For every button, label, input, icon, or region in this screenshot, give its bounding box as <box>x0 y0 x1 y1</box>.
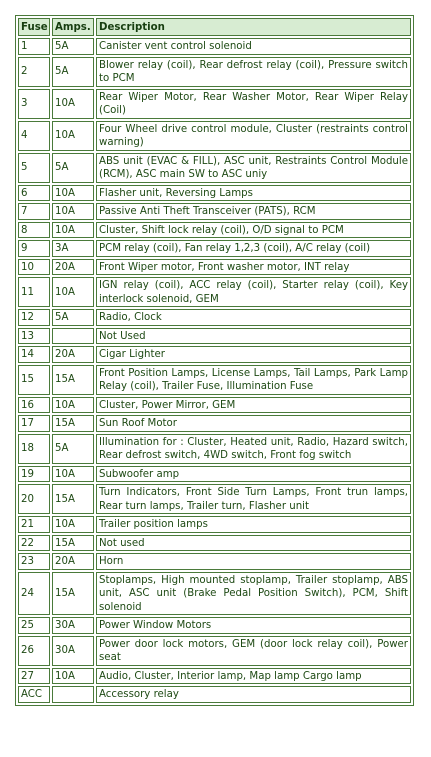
cell-amps: 3A <box>52 240 94 257</box>
cell-amps: 10A <box>52 89 94 119</box>
table-row <box>18 617 411 634</box>
table-row <box>18 121 411 151</box>
cell-amps: 20A <box>52 259 94 276</box>
cell-amps: 5A <box>52 153 94 183</box>
cell-amps: 10A <box>52 668 94 685</box>
table-row <box>18 397 411 414</box>
header-description: Description <box>96 18 411 36</box>
cell-amps: 10A <box>52 121 94 151</box>
table-row <box>18 185 411 202</box>
table-row <box>18 466 411 483</box>
cell-amps: 10A <box>52 466 94 483</box>
table-row <box>18 535 411 552</box>
table-row <box>18 686 411 703</box>
cell-fuse: 16 <box>18 397 50 414</box>
cell-fuse: 21 <box>18 516 50 533</box>
cell-description: Power Window Motors <box>96 617 411 634</box>
cell-description: Horn <box>96 553 411 570</box>
table-row <box>18 203 411 220</box>
cell-description: Front Wiper motor, Front washer motor, INT relay <box>96 259 411 276</box>
cell-description: Front Position Lamps, License Lamps, Tail Lamps, Park Lamp Relay (coil), Trailer Fuse, Illumination Fuse <box>96 365 411 395</box>
table-row <box>18 57 411 87</box>
cell-amps: 5A <box>52 434 94 464</box>
cell-description: Cluster, Shift lock relay (coil), O/D signal to PCM <box>96 222 411 239</box>
cell-description: Not Used <box>96 328 411 345</box>
cell-description: Cluster, Power Mirror, GEM <box>96 397 411 414</box>
cell-amps: 15A <box>52 365 94 395</box>
cell-fuse: 2 <box>18 57 50 87</box>
cell-amps: 10A <box>52 222 94 239</box>
cell-fuse: 4 <box>18 121 50 151</box>
cell-fuse: 5 <box>18 153 50 183</box>
cell-amps: 30A <box>52 636 94 666</box>
table-row <box>18 309 411 326</box>
cell-fuse: 7 <box>18 203 50 220</box>
cell-description: Illumination for : Cluster, Heated unit, Radio, Hazard switch, Rear defrost switch, 4WD switch, Front fog switch <box>96 434 411 464</box>
cell-amps: 20A <box>52 346 94 363</box>
cell-amps: 5A <box>52 38 94 55</box>
cell-amps: 10A <box>52 397 94 414</box>
cell-fuse: 6 <box>18 185 50 202</box>
table-row <box>18 346 411 363</box>
cell-amps: 10A <box>52 185 94 202</box>
cell-description: Sun Roof Motor <box>96 415 411 432</box>
cell-description: Flasher unit, Reversing Lamps <box>96 185 411 202</box>
cell-fuse: 14 <box>18 346 50 363</box>
cell-amps: 10A <box>52 516 94 533</box>
table-row <box>18 415 411 432</box>
cell-description: Radio, Clock <box>96 309 411 326</box>
table-row <box>18 516 411 533</box>
cell-fuse: 20 <box>18 484 50 514</box>
cell-amps <box>52 686 94 703</box>
table-row <box>18 89 411 119</box>
table-row <box>18 572 411 616</box>
cell-description: Cigar Lighter <box>96 346 411 363</box>
fuse-table-body <box>18 38 411 703</box>
cell-description: Turn Indicators, Front Side Turn Lamps, Front trun lamps, Rear turn lamps, Trailer turn, Flasher unit <box>96 484 411 514</box>
cell-amps: 10A <box>52 203 94 220</box>
cell-fuse: 8 <box>18 222 50 239</box>
cell-amps: 5A <box>52 309 94 326</box>
table-row <box>18 38 411 55</box>
fuse-table <box>15 15 414 706</box>
header-row <box>18 18 411 36</box>
cell-amps: 5A <box>52 57 94 87</box>
cell-description: Canister vent control solenoid <box>96 38 411 55</box>
header-amps: Amps. <box>52 18 94 36</box>
table-row <box>18 277 411 307</box>
cell-amps: 30A <box>52 617 94 634</box>
cell-amps: 15A <box>52 535 94 552</box>
cell-amps <box>52 328 94 345</box>
cell-fuse: ACC <box>18 686 50 703</box>
table-row <box>18 328 411 345</box>
cell-fuse: 19 <box>18 466 50 483</box>
cell-fuse: 3 <box>18 89 50 119</box>
table-row <box>18 484 411 514</box>
fuse-table-container <box>15 15 414 706</box>
cell-fuse: 15 <box>18 365 50 395</box>
cell-fuse: 26 <box>18 636 50 666</box>
cell-fuse: 9 <box>18 240 50 257</box>
cell-description: Power door lock motors, GEM (door lock relay coil), Power seat <box>96 636 411 666</box>
cell-description: Passive Anti Theft Transceiver (PATS), RCM <box>96 203 411 220</box>
cell-fuse: 22 <box>18 535 50 552</box>
cell-description: Stoplamps, High mounted stoplamp, Trailer stoplamp, ABS unit, ASC unit (Brake Pedal Position Switch), PCM, Shift solenoid <box>96 572 411 616</box>
table-row <box>18 668 411 685</box>
table-row <box>18 153 411 183</box>
header-fuse: Fuse <box>18 18 50 36</box>
cell-description: Audio, Cluster, Interior lamp, Map lamp Cargo lamp <box>96 668 411 685</box>
cell-amps: 15A <box>52 572 94 616</box>
cell-description: PCM relay (coil), Fan relay 1,2,3 (coil), A/C relay (coil) <box>96 240 411 257</box>
cell-description: ABS unit (EVAC & FILL), ASC unit, Restraints Control Module (RCM), ASC main SW to ASC uniy <box>96 153 411 183</box>
cell-fuse: 18 <box>18 434 50 464</box>
table-row <box>18 240 411 257</box>
cell-description: Not used <box>96 535 411 552</box>
cell-description: Four Wheel drive control module, Cluster (restraints control warning) <box>96 121 411 151</box>
cell-amps: 20A <box>52 553 94 570</box>
cell-description: Rear Wiper Motor, Rear Washer Motor, Rear Wiper Relay (Coil) <box>96 89 411 119</box>
cell-fuse: 10 <box>18 259 50 276</box>
cell-fuse: 27 <box>18 668 50 685</box>
cell-fuse: 13 <box>18 328 50 345</box>
table-row <box>18 259 411 276</box>
table-row <box>18 222 411 239</box>
cell-description: Accessory relay <box>96 686 411 703</box>
table-row <box>18 553 411 570</box>
cell-description: Subwoofer amp <box>96 466 411 483</box>
cell-description: Blower relay (coil), Rear defrost relay (coil), Pressure switch to PCM <box>96 57 411 87</box>
cell-fuse: 25 <box>18 617 50 634</box>
cell-description: IGN relay (coil), ACC relay (coil), Starter relay (coil), Key interlock solenoid, GEM <box>96 277 411 307</box>
cell-fuse: 24 <box>18 572 50 616</box>
cell-description: Trailer position lamps <box>96 516 411 533</box>
cell-amps: 15A <box>52 415 94 432</box>
table-row <box>18 434 411 464</box>
table-row <box>18 636 411 666</box>
cell-amps: 15A <box>52 484 94 514</box>
cell-amps: 10A <box>52 277 94 307</box>
cell-fuse: 1 <box>18 38 50 55</box>
table-row <box>18 365 411 395</box>
cell-fuse: 23 <box>18 553 50 570</box>
cell-fuse: 12 <box>18 309 50 326</box>
cell-fuse: 17 <box>18 415 50 432</box>
cell-fuse: 11 <box>18 277 50 307</box>
